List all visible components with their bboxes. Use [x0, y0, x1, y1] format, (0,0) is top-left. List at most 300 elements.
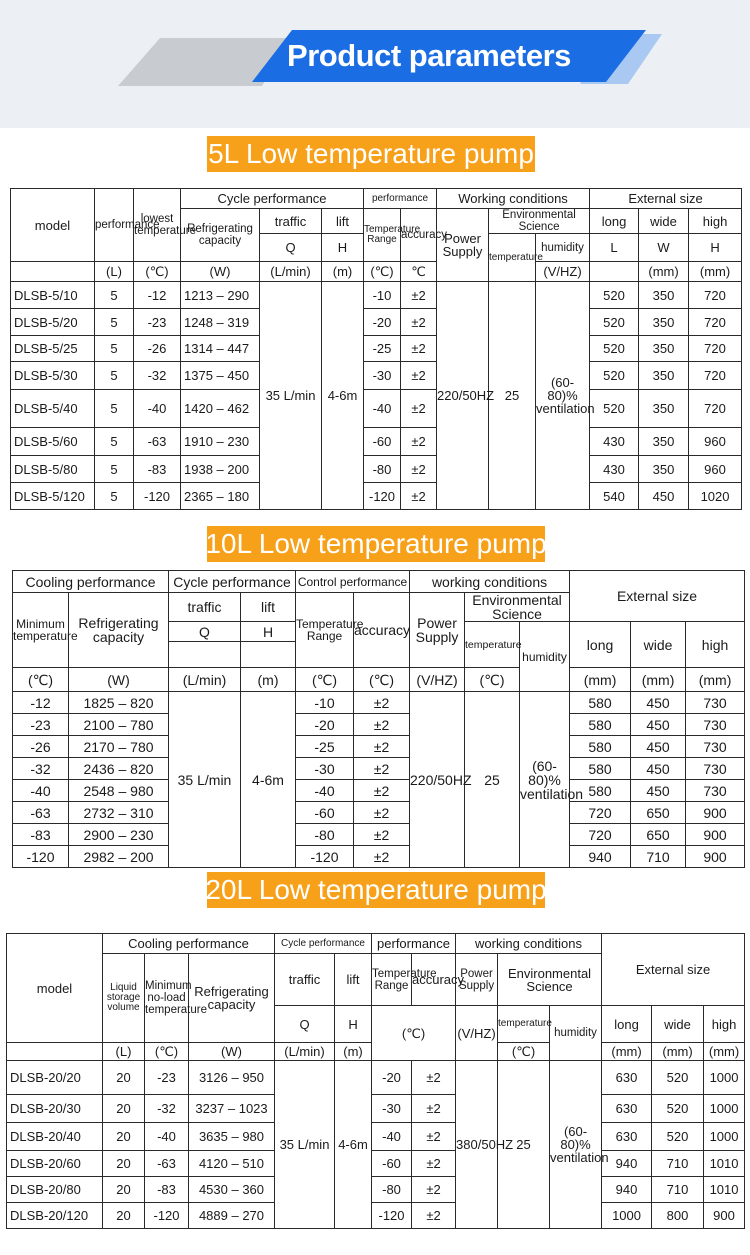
cell-accuracy: ±2 — [401, 336, 437, 362]
cell-wide: 650 — [631, 802, 686, 824]
cell-long: 520 — [590, 362, 639, 390]
header-external-size: External size — [590, 189, 742, 209]
table-row — [13, 824, 745, 846]
cell-volume: 20 — [103, 1061, 145, 1095]
cell-temp-range: -120 — [296, 846, 354, 868]
cell-lift-merged: 4-6m — [335, 1061, 372, 1229]
cell-long: 940 — [570, 846, 631, 868]
table-row — [11, 483, 742, 510]
cell-min-temp: -63 — [145, 1151, 189, 1177]
header-long: long — [570, 622, 631, 668]
header-temperature-range: Temperature Range — [296, 593, 354, 668]
header-W: W — [639, 234, 689, 262]
cell-long: 720 — [570, 824, 631, 846]
unit-cell: (mm) — [689, 262, 742, 282]
cell-lowest-temp: -83 — [134, 456, 181, 483]
cell-temp-range: -30 — [364, 362, 401, 390]
cell-capacity: 1420 – 462 — [181, 390, 260, 428]
header-perf-unit: (℃) — [372, 1006, 456, 1061]
header-cycle-performance: Cycle performance — [275, 934, 372, 954]
table-row — [7, 1203, 745, 1229]
cell-lowest-temp: -40 — [134, 390, 181, 428]
header-power-unit: (V/HZ) — [456, 1006, 498, 1061]
cell-volume: 5 — [95, 428, 134, 456]
spec-table-5l — [10, 188, 742, 510]
cell-model: DLSB-5/60 — [11, 428, 95, 456]
cell-model: DLSB-5/20 — [11, 309, 95, 336]
cell-min-temp: -26 — [13, 736, 69, 758]
cell-capacity: 4530 – 360 — [189, 1177, 275, 1203]
header-control-performance: Control performance — [296, 571, 410, 593]
table-row — [11, 336, 742, 362]
cell-power-merged: 220/50HZ — [410, 692, 465, 868]
cell-min-temp: -23 — [13, 714, 69, 736]
cell-accuracy: ±2 — [354, 846, 410, 868]
header-cooling-performance: Cooling performance — [13, 571, 169, 593]
cell-capacity: 1910 – 230 — [181, 428, 260, 456]
cell-volume: 5 — [95, 282, 134, 309]
cell-temp-range: -40 — [372, 1123, 412, 1151]
cell-capacity: 1248 – 319 — [181, 309, 260, 336]
cell-envtemp-merged: 25 — [465, 692, 520, 868]
unit-cell: (mm) — [602, 1043, 652, 1061]
cell-accuracy: ±2 — [354, 758, 410, 780]
cell-capacity: 2100 – 780 — [69, 714, 169, 736]
cell-accuracy: ±2 — [412, 1151, 456, 1177]
cell-long: 580 — [570, 736, 631, 758]
cell-volume: 20 — [103, 1203, 145, 1229]
cell-accuracy: ±2 — [412, 1177, 456, 1203]
cell-temp-range: -80 — [296, 824, 354, 846]
header-lift: lift — [322, 209, 364, 234]
header-env-temperature: temperature — [489, 234, 536, 282]
header-working-conditions: Working conditions — [437, 189, 590, 209]
cell-temp-range: -25 — [296, 736, 354, 758]
cell-power-merged: 380/50HZ — [456, 1061, 498, 1229]
cell-envtemp-merged: 25 — [489, 282, 536, 510]
spec-table-10l — [12, 570, 745, 868]
header-H: H — [689, 234, 742, 262]
section-title-20l: 20L Low temperature pump — [207, 872, 545, 908]
header-power-supply: Power Supply — [410, 593, 465, 668]
banner — [0, 0, 750, 128]
header-refrigerating-capacity: Refrigerating capacity — [69, 593, 169, 668]
cell-high: 730 — [686, 780, 745, 802]
header-accuracy: accuracy — [354, 593, 410, 668]
header-refrigerating-capacity: Refrigerating capacity — [181, 209, 260, 262]
header-high: high — [704, 1006, 745, 1043]
cell-capacity: 1375 – 450 — [181, 362, 260, 390]
cell-volume: 20 — [103, 1123, 145, 1151]
cell-long: 630 — [602, 1061, 652, 1095]
header-model: model — [11, 189, 95, 262]
table-row — [11, 282, 742, 309]
cell-model: DLSB-20/120 — [7, 1203, 103, 1229]
header-refrigerating-capacity: Refrigerating capacity — [189, 954, 275, 1043]
cell-lowest-temp: -63 — [134, 428, 181, 456]
cell-high: 720 — [689, 390, 742, 428]
unit-cell: (℃) — [498, 1043, 550, 1061]
cell-lowest-temp: -32 — [134, 362, 181, 390]
header-blank — [241, 642, 296, 668]
cell-temp-range: -80 — [372, 1177, 412, 1203]
table-row — [7, 1061, 745, 1095]
cell-min-temp: -40 — [13, 780, 69, 802]
unit-cell: (mm) — [570, 668, 631, 692]
table-row — [13, 780, 745, 802]
table-row — [7, 1123, 745, 1151]
cell-accuracy: ±2 — [401, 390, 437, 428]
unit-cell: (℃) — [134, 262, 181, 282]
header-env-temperature: temperature — [498, 1006, 550, 1043]
cell-long: 540 — [590, 483, 639, 510]
cell-long: 430 — [590, 456, 639, 483]
cell-wide: 710 — [652, 1151, 704, 1177]
cell-wide: 520 — [652, 1061, 704, 1095]
cell-flow-merged: 35 L/min — [275, 1061, 335, 1229]
cell-wide: 520 — [652, 1123, 704, 1151]
cell-accuracy: ±2 — [354, 780, 410, 802]
unit-cell: (L/min) — [260, 262, 322, 282]
cell-model: DLSB-20/30 — [7, 1095, 103, 1123]
cell-accuracy: ±2 — [401, 428, 437, 456]
header-external-size: External size — [602, 934, 745, 1006]
header-environmental-science: Environmental Science — [465, 593, 570, 622]
cell-min-temp: -83 — [145, 1177, 189, 1203]
cell-wide: 520 — [652, 1095, 704, 1123]
header-working-conditions: working conditions — [456, 934, 602, 954]
cell-temp-range: -20 — [364, 309, 401, 336]
unit-cell: (L/min) — [275, 1043, 335, 1061]
cell-volume: 20 — [103, 1177, 145, 1203]
table-row — [7, 1095, 745, 1123]
cell-capacity: 1825 – 820 — [69, 692, 169, 714]
cell-accuracy: ±2 — [401, 362, 437, 390]
cell-capacity: 1314 – 447 — [181, 336, 260, 362]
header-env-temperature: temperature — [465, 622, 520, 668]
cell-temp-range: -10 — [296, 692, 354, 714]
cell-lowest-temp: -26 — [134, 336, 181, 362]
cell-long: 580 — [570, 780, 631, 802]
cell-wide: 800 — [652, 1203, 704, 1229]
header-cooling-performance: Cooling performance — [103, 934, 275, 954]
unit-cell: (mm) — [639, 262, 689, 282]
cell-wide: 710 — [631, 846, 686, 868]
cell-wide: 450 — [631, 780, 686, 802]
header-lift: lift — [335, 954, 372, 1006]
table-row — [13, 846, 745, 868]
header-cycle-performance: Cycle performance — [181, 189, 364, 209]
cell-wide: 450 — [631, 692, 686, 714]
cell-capacity: 3237 – 1023 — [189, 1095, 275, 1123]
cell-accuracy: ±2 — [354, 736, 410, 758]
header-wide: wide — [639, 209, 689, 234]
header-traffic: traffic — [169, 593, 241, 622]
cell-lift-merged: 4-6m — [322, 282, 364, 510]
cell-volume: 5 — [95, 336, 134, 362]
cell-humidity-merged: (60-80)% ventilation — [550, 1061, 602, 1229]
header-h: H — [335, 1006, 372, 1043]
cell-min-temp: -12 — [13, 692, 69, 714]
cell-temp-range: -20 — [372, 1061, 412, 1095]
cell-long: 580 — [570, 692, 631, 714]
cell-model: DLSB-5/80 — [11, 456, 95, 483]
cell-volume: 5 — [95, 362, 134, 390]
table-row — [13, 758, 745, 780]
cell-long: 630 — [602, 1123, 652, 1151]
unit-cell: (℃) — [465, 668, 520, 692]
cell-high: 730 — [686, 692, 745, 714]
header-humidity: humidity — [550, 1006, 602, 1061]
cell-wide: 350 — [639, 456, 689, 483]
header-performance-group: performance — [364, 189, 437, 209]
cell-temp-range: -120 — [364, 483, 401, 510]
cell-high: 730 — [686, 758, 745, 780]
header-high: high — [686, 622, 745, 668]
header-environmental-science: Environmental Science — [498, 954, 602, 1006]
unit-cell: ℃ — [401, 262, 437, 282]
cell-accuracy: ±2 — [412, 1061, 456, 1095]
header-minimum-temperature: Minimum temperature — [13, 593, 69, 668]
cell-capacity: 4120 – 510 — [189, 1151, 275, 1177]
header-q: Q — [260, 234, 322, 262]
cell-temp-range: -60 — [296, 802, 354, 824]
cell-model: DLSB-5/25 — [11, 336, 95, 362]
cell-min-temp: -63 — [13, 802, 69, 824]
cell-high: 720 — [689, 336, 742, 362]
unit-cell: (m) — [241, 668, 296, 692]
cell-high: 900 — [686, 824, 745, 846]
cell-wide: 450 — [631, 758, 686, 780]
unit-cell: (m) — [335, 1043, 372, 1061]
cell-high: 1010 — [704, 1177, 745, 1203]
cell-accuracy: ±2 — [401, 456, 437, 483]
header-wide: wide — [652, 1006, 704, 1043]
cell-high: 1000 — [704, 1123, 745, 1151]
table-row — [11, 390, 742, 428]
table-row — [11, 309, 742, 336]
cell-volume: 5 — [95, 456, 134, 483]
table-row — [13, 736, 745, 758]
section-title-5l: 5L Low temperature pump — [207, 136, 535, 172]
table-row — [11, 456, 742, 483]
cell-temp-range: -25 — [364, 336, 401, 362]
table-row — [7, 1151, 745, 1177]
cell-wide: 350 — [639, 282, 689, 309]
cell-capacity: 2548 – 980 — [69, 780, 169, 802]
cell-temp-range: -40 — [364, 390, 401, 428]
cell-long: 520 — [590, 336, 639, 362]
unit-cell: (℃) — [13, 668, 69, 692]
cell-capacity: 4889 – 270 — [189, 1203, 275, 1229]
section-title-10l: 10L Low temperature pump — [207, 526, 545, 562]
cell-wide: 710 — [652, 1177, 704, 1203]
header-minimum-no-load-temperature: Minimum no-load temperature — [145, 954, 189, 1043]
cell-high: 960 — [689, 428, 742, 456]
unit-cell: (mm) — [652, 1043, 704, 1061]
unit-cell: (mm) — [686, 668, 745, 692]
unit-cell: (V/HZ) — [536, 262, 590, 282]
unit-model-blank — [11, 262, 95, 282]
unit-cell: (m) — [322, 262, 364, 282]
cell-wide: 350 — [639, 362, 689, 390]
cell-high: 730 — [686, 714, 745, 736]
cell-wide: 350 — [639, 309, 689, 336]
cell-wide: 650 — [631, 824, 686, 846]
cell-long: 630 — [602, 1095, 652, 1123]
cell-long: 430 — [590, 428, 639, 456]
cell-volume: 20 — [103, 1151, 145, 1177]
cell-wide: 450 — [639, 483, 689, 510]
cell-accuracy: ±2 — [401, 282, 437, 309]
cell-envtemp-merged: 25 — [498, 1061, 550, 1229]
header-working-conditions: working conditions — [410, 571, 570, 593]
header-traffic: traffic — [260, 209, 322, 234]
header-humidity: humidity — [520, 622, 570, 692]
header-power-supply: Power Supply — [456, 954, 498, 1006]
cell-capacity: 2900 – 230 — [69, 824, 169, 846]
cell-temp-range: -80 — [364, 456, 401, 483]
table-row — [11, 362, 742, 390]
cell-min-temp: -32 — [145, 1095, 189, 1123]
cell-capacity: 2170 – 780 — [69, 736, 169, 758]
cell-accuracy: ±2 — [412, 1203, 456, 1229]
cell-volume: 5 — [95, 309, 134, 336]
table-row — [13, 692, 745, 714]
cell-min-temp: -120 — [145, 1203, 189, 1229]
cell-temp-range: -30 — [296, 758, 354, 780]
cell-volume: 5 — [95, 483, 134, 510]
cell-capacity: 3126 – 950 — [189, 1061, 275, 1095]
cell-lift-merged: 4-6m — [241, 692, 296, 868]
unit-cell: (V/HZ) — [410, 668, 465, 692]
header-model: model — [7, 934, 103, 1043]
header-power-supply: Power Supply — [437, 209, 489, 282]
cell-accuracy: ±2 — [412, 1095, 456, 1123]
cell-volume: 20 — [103, 1095, 145, 1123]
header-accuracy: accuracy — [412, 954, 456, 1006]
table-row — [7, 1177, 745, 1203]
cell-capacity: 1938 – 200 — [181, 456, 260, 483]
cell-accuracy: ±2 — [401, 483, 437, 510]
cell-model: DLSB-20/60 — [7, 1151, 103, 1177]
cell-model: DLSB-5/40 — [11, 390, 95, 428]
cell-long: 580 — [570, 758, 631, 780]
unit-cell: (W) — [69, 668, 169, 692]
header-h: H — [241, 622, 296, 642]
header-wide: wide — [631, 622, 686, 668]
header-temperature-range: Temperature Range — [364, 209, 401, 262]
cell-high: 1020 — [689, 483, 742, 510]
header-L: L — [590, 234, 639, 262]
header-temperature-range: Temperature Range — [372, 954, 412, 1006]
unit-cell: (L) — [103, 1043, 145, 1061]
cell-long: 940 — [602, 1151, 652, 1177]
cell-capacity: 3635 – 980 — [189, 1123, 275, 1151]
cell-capacity: 2982 – 200 — [69, 846, 169, 868]
cell-long: 720 — [570, 802, 631, 824]
cell-wide: 350 — [639, 336, 689, 362]
cell-min-temp: -40 — [145, 1123, 189, 1151]
header-q: Q — [275, 1006, 335, 1043]
header-environmental-science: Environmental Science — [489, 209, 590, 234]
cell-high: 900 — [686, 802, 745, 824]
header-performance: performance — [95, 189, 134, 262]
header-external-size: External size — [570, 571, 745, 622]
cell-power-merged: 220/50HZ — [437, 282, 489, 510]
header-performance-group: performance — [372, 934, 456, 954]
table-row — [11, 428, 742, 456]
header-cycle-performance: Cycle performance — [169, 571, 296, 593]
cell-long: 520 — [590, 390, 639, 428]
cell-accuracy: ±2 — [401, 309, 437, 336]
cell-long: 520 — [590, 282, 639, 309]
cell-high: 720 — [689, 309, 742, 336]
cell-lowest-temp: -12 — [134, 282, 181, 309]
cell-accuracy: ±2 — [354, 692, 410, 714]
cell-wide: 450 — [631, 736, 686, 758]
page-title: Product parameters — [287, 38, 571, 73]
cell-capacity: 1213 – 290 — [181, 282, 260, 309]
cell-long: 940 — [602, 1177, 652, 1203]
cell-temp-range: -120 — [372, 1203, 412, 1229]
cell-high: 720 — [689, 362, 742, 390]
header-long: long — [590, 209, 639, 234]
cell-flow-merged: 35 L/min — [260, 282, 322, 510]
cell-long: 520 — [590, 309, 639, 336]
cell-high: 1000 — [704, 1095, 745, 1123]
cell-lowest-temp: -23 — [134, 309, 181, 336]
cell-flow-merged: 35 L/min — [169, 692, 241, 868]
cell-min-temp: -23 — [145, 1061, 189, 1095]
cell-capacity: 2732 – 310 — [69, 802, 169, 824]
cell-model: DLSB-5/10 — [11, 282, 95, 309]
cell-min-temp: -32 — [13, 758, 69, 780]
cell-high: 900 — [686, 846, 745, 868]
header-long: long — [602, 1006, 652, 1043]
header-humidity: humidity — [536, 234, 590, 262]
cell-high: 1000 — [704, 1061, 745, 1095]
cell-model: DLSB-5/30 — [11, 362, 95, 390]
header-high: high — [689, 209, 742, 234]
cell-temp-range: -60 — [364, 428, 401, 456]
unit-cell: (℃) — [145, 1043, 189, 1061]
unit-cell: (L) — [95, 262, 134, 282]
cell-wide: 350 — [639, 428, 689, 456]
cell-high: 960 — [689, 456, 742, 483]
table-row — [13, 714, 745, 736]
cell-capacity: 2365 – 180 — [181, 483, 260, 510]
cell-temp-range: -40 — [296, 780, 354, 802]
unit-cell: (W) — [189, 1043, 275, 1061]
unit-cell: (℃) — [354, 668, 410, 692]
cell-min-temp: -120 — [13, 846, 69, 868]
cell-temp-range: -30 — [372, 1095, 412, 1123]
cell-lowest-temp: -120 — [134, 483, 181, 510]
cell-high: 1010 — [704, 1151, 745, 1177]
header-accuracy: accuracy — [401, 209, 437, 262]
unit-cell: (℃) — [364, 262, 401, 282]
unit-cell: (W) — [181, 262, 260, 282]
cell-wide: 350 — [639, 390, 689, 428]
cell-volume: 5 — [95, 390, 134, 428]
cell-temp-range: -60 — [372, 1151, 412, 1177]
cell-accuracy: ±2 — [354, 802, 410, 824]
header-blank — [169, 642, 241, 668]
cell-long: 580 — [570, 714, 631, 736]
header-lowest-temperature: lowest temperature — [134, 189, 181, 262]
cell-model: DLSB-20/20 — [7, 1061, 103, 1095]
